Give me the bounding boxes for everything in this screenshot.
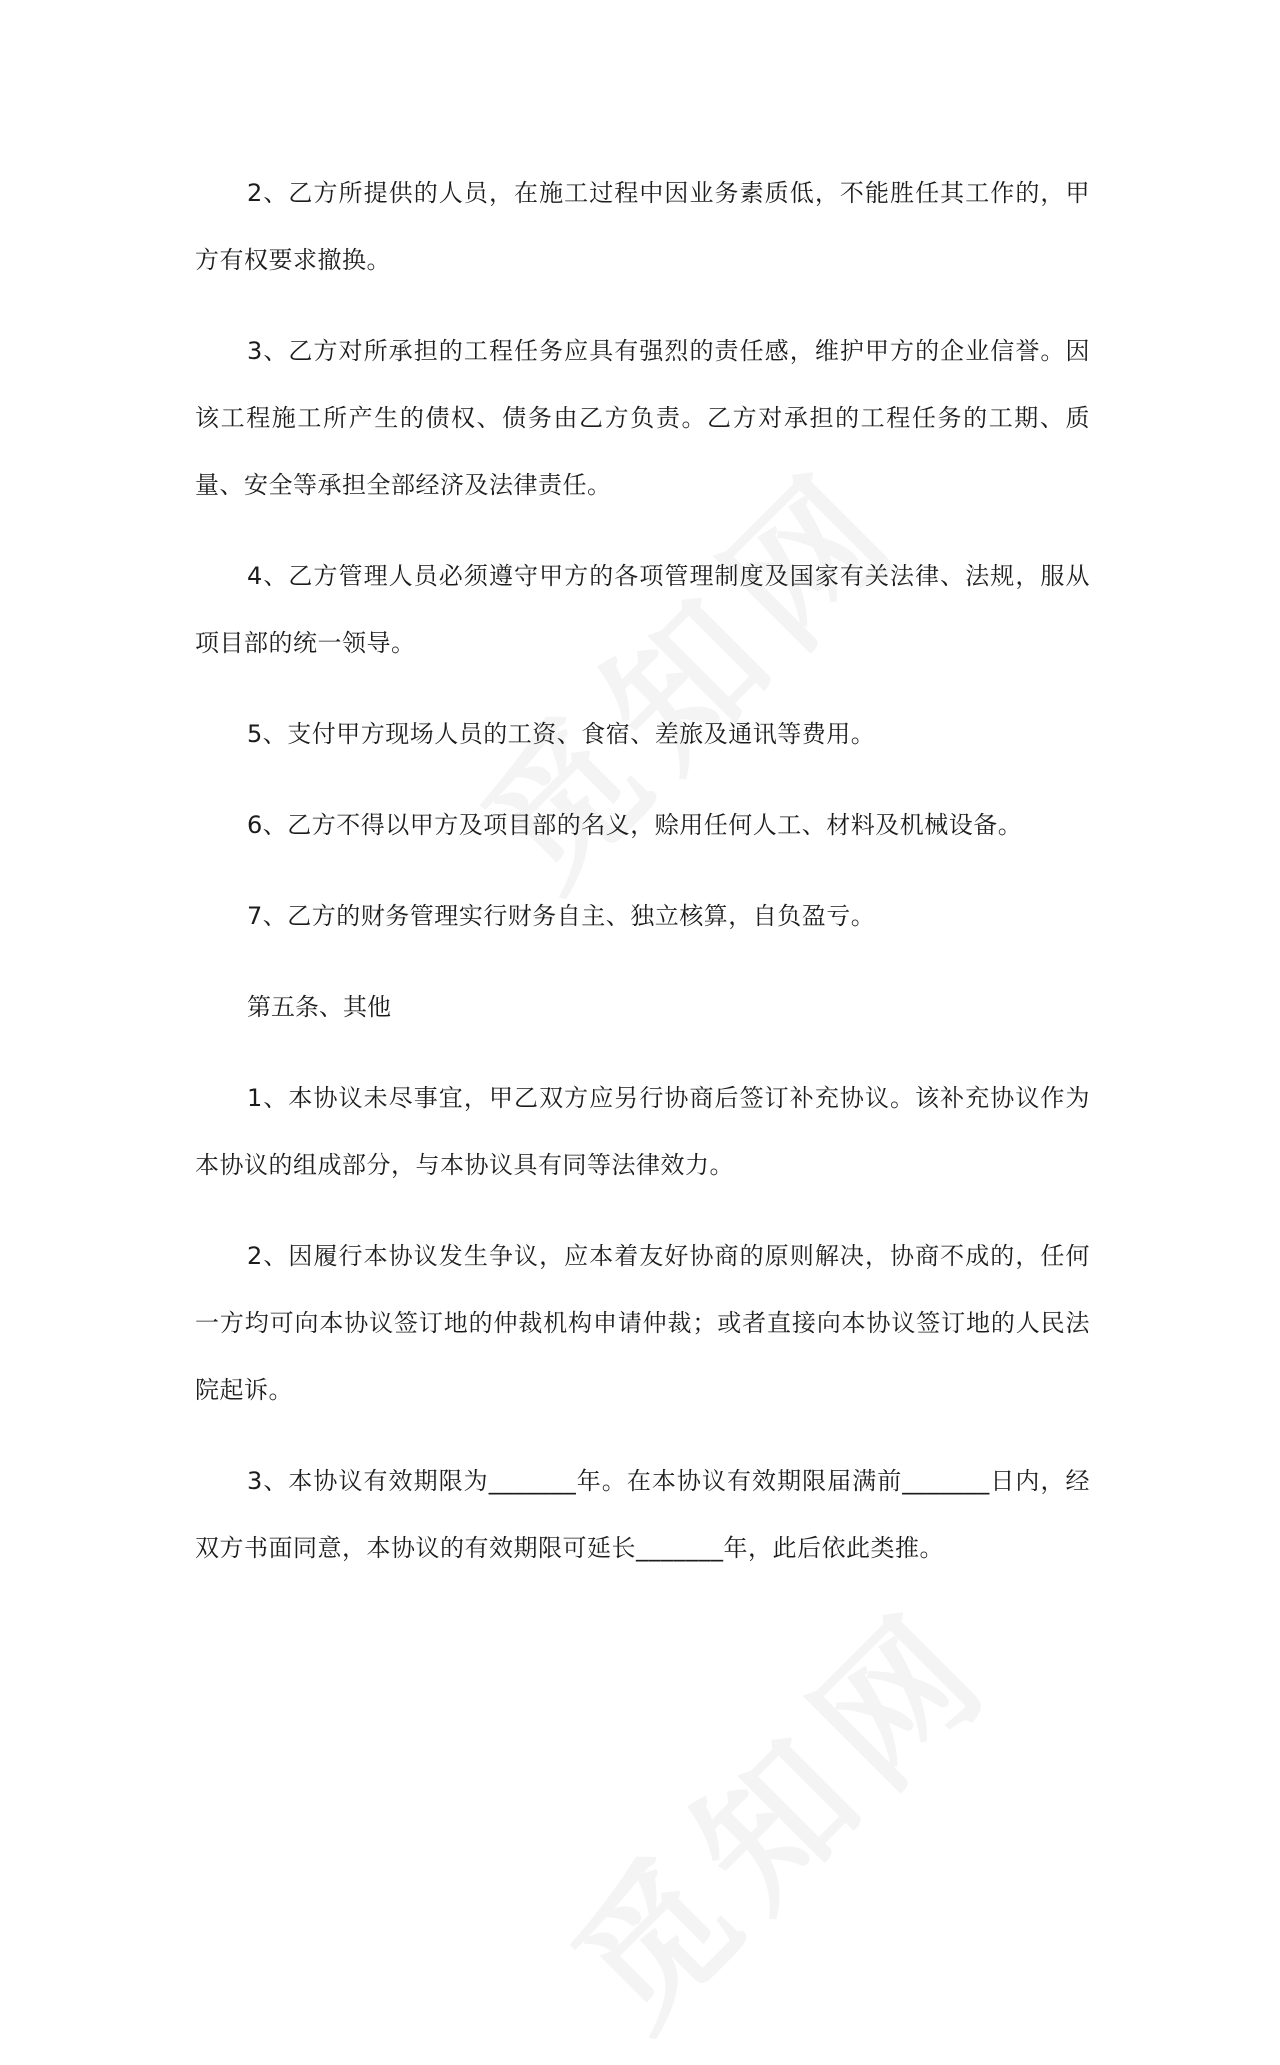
watermark-bottom [518,1551,1031,2064]
section-heading-article-5: 第五条、其他 [247,993,391,1021]
document-body [195,160,1090,1582]
clause-item-6: 6、乙方不得以甲方及项目部的名义，赊用任何人工、材料及机械设备。 [247,811,1023,839]
clause-item-2: 2、乙方所提供的人员，在施工过程中因业务素质低，不能胜任其工作的，甲方有权要求撤换。 [195,179,1090,274]
clause-item-7: 7、乙方的财务管理实行财务自主、独立核算，自负盈亏。 [247,902,876,930]
other-clause-1: 1、本协议未尽事宜，甲乙双方应另行协商后签订补充协议。该补充协议作为本协议的组成部分，与本协议具有同等法律效力。 [195,1084,1090,1179]
clause-item-3: 3、乙方对所承担的工程任务应具有强烈的责任感，维护甲方的企业信誉。因该工程施工所产生的债权、债务由乙方负责。乙方对承担的工程任务的工期、质量、安全等承担全部经济及法律责任。 [195,337,1090,499]
clause-item-4: 4、乙方管理人员必须遵守甲方的各项管理制度及国家有关法律、法规，服从项目部的统一领导。 [195,562,1090,657]
other-clause-2: 2、因履行本协议发生争议，应本着友好协商的原则解决，协商不成的，任何一方均可向本协议签订地的仲裁机构申请仲裁；或者直接向本协议签订地的人民法院起诉。 [195,1242,1090,1404]
clause-item-5: 5、支付甲方现场人员的工资、食宿、差旅及通讯等费用。 [247,720,876,748]
other-clause-3: 3、本协议有效期限为_______年。在本协议有效期限届满前_______日内，经双方书面同意，本协议的有效期限可延长_______年，此后依此类推。 [195,1467,1090,1562]
